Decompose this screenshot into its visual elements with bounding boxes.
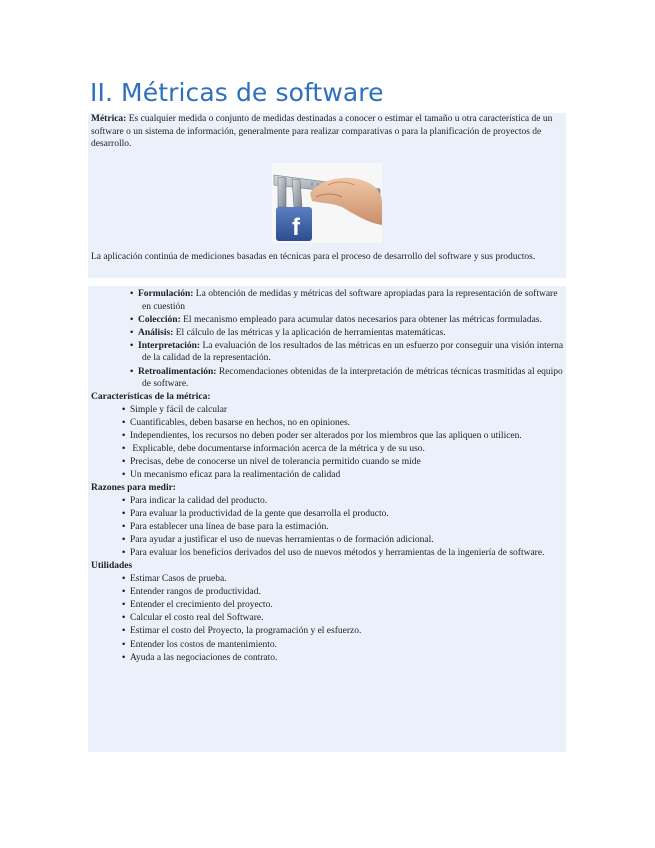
paragraph-continua: La aplicación continúa de mediciones basadas en técnicas para el proceso de desarrollo del software y sus productos. bbox=[91, 252, 536, 262]
caliper-image bbox=[272, 163, 382, 243]
list-item: • Estimar el costo del Proyecto, la programación y el esfuerzo. bbox=[122, 626, 362, 637]
metrica-text: Es cualquier medida o conjunto de medidas destinadas a conocer o estimar el tamaño u otra característica de un software o un sistema de información, generalmente para realizar comparativas o para la planificación de proyectos de desarrollo. bbox=[91, 114, 553, 150]
list-item: • Análisis: El cálculo de las métricas y la aplicación de herramientas matemáticas. bbox=[130, 327, 446, 338]
list-item: • Para establecer una línea de base para la estimación. bbox=[122, 522, 329, 533]
list-item: • Ayuda a las negociaciones de contrato. bbox=[122, 652, 278, 663]
list-item: • Independientes, los recursos no deben poder ser alterados por los miembros que las apliquen o utilicen. bbox=[122, 431, 522, 442]
list-item: • Cuantificables, deben basarse en hechos, no en opiniones. bbox=[122, 417, 351, 428]
list-item: • Para ayudar a justificar el uso de nuevas herramientas o de formación adicional. bbox=[122, 535, 434, 546]
caliper-facebook-icon bbox=[272, 163, 382, 243]
list-item: • Para indicar la calidad del producto. bbox=[122, 496, 268, 506]
process-list bbox=[88, 288, 566, 391]
caracteristicas-list bbox=[88, 404, 566, 482]
metrica-term: Métrica: bbox=[91, 114, 127, 124]
list-item: • Para evaluar los beneficios derivados del uso de nuevos métodos y herramientas de la ingeniería de software. bbox=[122, 548, 545, 559]
list-item: • Colección: El mecanismo empleado para acumular datos necesarios para obtener las métricas formuladas. bbox=[130, 314, 542, 325]
list-item: • Entender el crecimiento del proyecto. bbox=[122, 600, 273, 611]
razones-list bbox=[88, 495, 566, 560]
list-item: • Para evaluar la productividad de la gente que desarrolla el producto. bbox=[122, 509, 389, 520]
utilidades-list bbox=[88, 573, 566, 664]
metrica-definition bbox=[88, 113, 566, 151]
list-item: • Un mecanismo eficaz para la realimentación de calidad bbox=[122, 470, 341, 481]
list-item: • Interpretación: La evaluación de los resultados de las métricas en un esfuerzo por conseguir una visión interna de la calidad de la representación. bbox=[130, 340, 564, 364]
details-block bbox=[88, 286, 566, 752]
list-item: • Simple y fácil de calcular bbox=[122, 404, 228, 415]
list-item: • Entender rangos de productividad. bbox=[122, 587, 261, 598]
list-item: • Precisas, debe de conocerse un nivel de tolerancia permitido cuando se mide bbox=[122, 457, 421, 468]
page-title: II. Métricas de software bbox=[90, 78, 384, 107]
utilidades-heading: Utilidades bbox=[91, 561, 133, 572]
list-item: • Estimar Casos de prueba. bbox=[122, 574, 227, 585]
list-item: • Entender los costos de mantenimiento. bbox=[122, 639, 277, 650]
list-item: • Formulación: La obtención de medidas y métricas del software apropiadas para la representación de software en cuestión bbox=[130, 289, 558, 312]
list-item: • Calcular el costo real del Software. bbox=[122, 613, 264, 624]
svg-text:f: f bbox=[292, 214, 300, 241]
list-item: • Retroalimentación: Recomendaciones obtenidas de la interpretación de métricas técnicas trasmitidas al equipo de software. bbox=[130, 366, 563, 390]
list-item: • Explicable, debe documentarse información acerca de la métrica y de su uso. bbox=[122, 444, 425, 455]
razones-heading: Razones para medir: bbox=[91, 483, 176, 494]
caracteristicas-heading: Características de la métrica: bbox=[91, 392, 211, 403]
